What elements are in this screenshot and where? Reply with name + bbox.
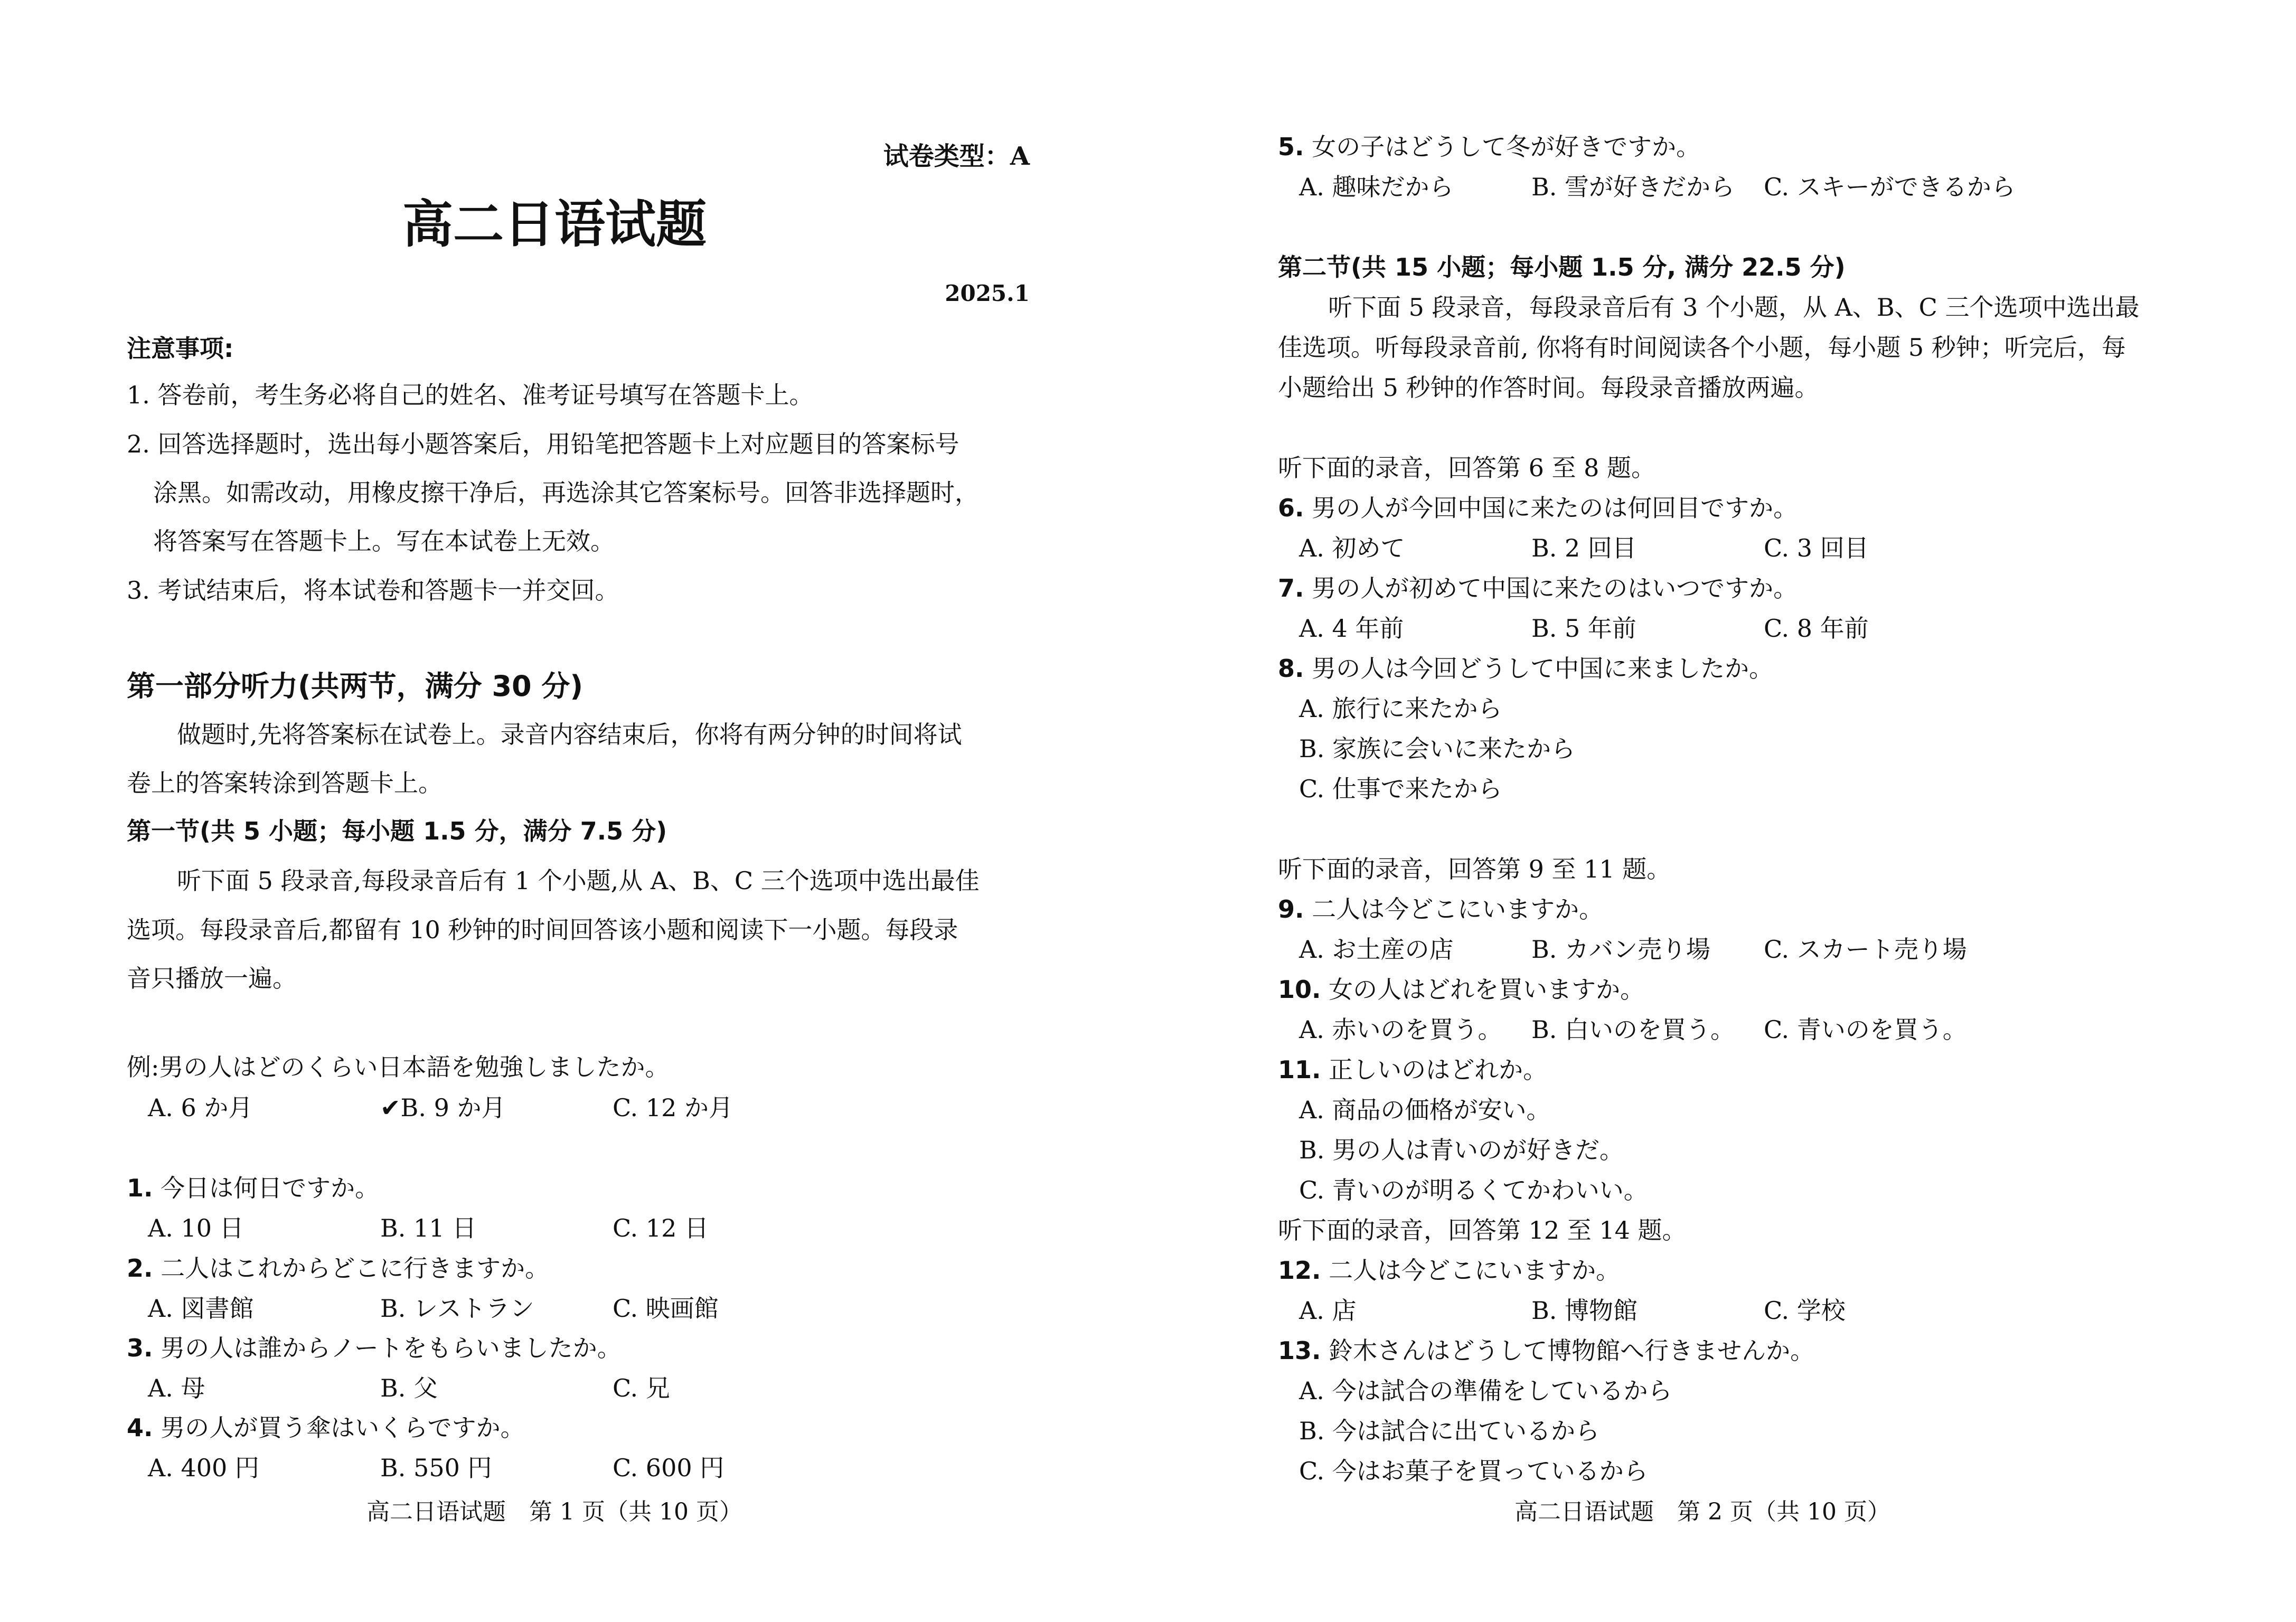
- question-number: 1.: [127, 1174, 153, 1202]
- q13-option-a: A. 今は試合の準備をしているから: [1299, 1376, 1672, 1405]
- page-footer: 高二日语试题 第 2 页（共 10 页）: [1514, 1498, 1890, 1525]
- group-1-instructions: 听下面的录音，回答第 6 至 8 题。: [1278, 454, 1656, 482]
- part1-instructions-1: 做题时,先将答案标在试卷上。录音内容结束后，你将有两分钟的时间将试: [177, 720, 962, 749]
- right-page: [1148, 0, 2296, 1622]
- question-text: 男の人は誰からノートをもらいましたか。: [153, 1334, 622, 1362]
- example-option-b-wrap: [380, 1093, 505, 1123]
- question-12: [1278, 1256, 1620, 1285]
- question-number: 4.: [127, 1413, 153, 1442]
- question-number: 8.: [1278, 654, 1304, 683]
- q13-option-c: C. 今はお菓子を買っているから: [1299, 1457, 1648, 1485]
- question-6: [1278, 493, 1798, 523]
- q5-option-a: A. 趣味だから: [1299, 173, 1454, 201]
- checkmark-icon: ✔: [380, 1093, 401, 1122]
- q11-option-a: A. 商品の価格が安い。: [1299, 1096, 1551, 1124]
- page-title: 高二日语试题: [402, 194, 707, 254]
- question-11: [1278, 1055, 1547, 1085]
- question-number: 10.: [1278, 975, 1321, 1004]
- question-number: 3.: [127, 1334, 153, 1362]
- q10-option-a: A. 赤いのを買う。: [1299, 1015, 1502, 1044]
- q8-option-c: C. 仕事で来たから: [1299, 775, 1502, 803]
- q3-option-a: A. 母: [148, 1374, 205, 1402]
- notice-item-2-cont: 涂黑。如需改动，用橡皮擦干净后，再选涂其它答案标号。回答非选择题时，: [153, 478, 979, 507]
- question-number: 2.: [127, 1254, 153, 1282]
- q12-option-a: A. 店: [1299, 1296, 1357, 1325]
- q1-option-b: B. 11 日: [380, 1214, 477, 1242]
- question-7: [1278, 573, 1798, 603]
- question-text: 二人はこれからどこに行きますか。: [153, 1254, 550, 1282]
- question-text: 女の子はどうして冬が好きですか。: [1304, 133, 1701, 161]
- section2-instructions-2: 佳选项。听每段录音前, 你将有时间阅读各个小题，每小题 5 秒钟；听完后，每: [1278, 333, 2126, 362]
- question-text: 男の人が買う傘はいくらですか。: [153, 1413, 525, 1442]
- q3-option-c: C. 兄: [613, 1374, 670, 1402]
- question-number: 13.: [1278, 1336, 1321, 1365]
- question-text: 女の人はどれを買いますか。: [1321, 975, 1645, 1004]
- q12-option-c: C. 学校: [1764, 1296, 1846, 1325]
- q11-option-b: B. 男の人は青いのが好きだ。: [1299, 1136, 1624, 1164]
- question-4: [127, 1413, 525, 1442]
- notice-item-1: 1. 答卷前，考生务必将自己的姓名、准考证号填写在答题卡上。: [127, 381, 814, 409]
- q7-option-c: C. 8 年前: [1764, 614, 1869, 643]
- q4-option-c: C. 600 円: [613, 1454, 724, 1482]
- page-footer: 高二日语试题 第 1 页（共 10 页）: [366, 1498, 742, 1525]
- q5-option-b: B. 雪が好きだから: [1531, 173, 1735, 201]
- section2-instructions-3: 小题给出 5 秒钟的作答时间。每段录音播放两遍。: [1278, 373, 1819, 402]
- section1-instructions-2: 选项。每段录音后,都留有 10 秒钟的时间回答该小题和阅读下一小题。每段录: [127, 916, 958, 944]
- section1-instructions-3: 音只播放一遍。: [127, 964, 297, 993]
- question-5: [1278, 132, 1700, 162]
- q2-option-a: A. 図書館: [148, 1294, 254, 1323]
- q7-option-b: B. 5 年前: [1531, 614, 1636, 643]
- q8-option-b: B. 家族に会いに来たから: [1299, 734, 1576, 763]
- question-13: [1278, 1336, 1814, 1365]
- question-number: 6.: [1278, 494, 1304, 522]
- q12-option-b: B. 博物館: [1531, 1296, 1638, 1325]
- question-text: 正しいのはどれか。: [1321, 1055, 1548, 1084]
- example-option-a: A. 6 か月: [148, 1093, 253, 1122]
- q6-option-c: C. 3 回目: [1764, 534, 1869, 562]
- question-text: 二人は今どこにいますか。: [1304, 895, 1604, 923]
- question-text: 男の人が今回中国に来たのは何回目ですか。: [1304, 494, 1798, 522]
- question-text: 男の人が初めて中国に来たのはいつですか。: [1304, 574, 1798, 602]
- question-text: 鈴木さんはどうして博物館へ行きませんか。: [1321, 1336, 1815, 1365]
- q4-option-b: B. 550 円: [380, 1454, 492, 1482]
- question-10: [1278, 975, 1644, 1004]
- q1-option-c: C. 12 日: [613, 1214, 709, 1242]
- q2-option-c: C. 映画館: [613, 1294, 719, 1323]
- q13-option-b: B. 今は試合に出ているから: [1299, 1417, 1600, 1445]
- q11-option-c: C. 青いのが明るくてかわいい。: [1299, 1176, 1648, 1204]
- question-9: [1278, 894, 1603, 924]
- part1-instructions-2: 卷上的答案转涂到答题卡上。: [127, 769, 443, 797]
- example-option-c: C. 12 か月: [613, 1093, 733, 1122]
- example-question: 例:男の人はどのくらい日本語を勉強しましたか。: [127, 1053, 670, 1081]
- notice-item-3: 3. 考试结束后，将本试卷和答题卡一并交回。: [127, 576, 619, 605]
- question-number: 12.: [1278, 1256, 1321, 1285]
- q9-option-b: B. カバン売り場: [1531, 935, 1711, 964]
- q7-option-a: A. 4 年前: [1299, 614, 1404, 643]
- q5-option-c: C. スキーができるから: [1764, 173, 2016, 201]
- section1-instructions-1: 听下面 5 段录音,每段录音后有 1 个小题,从 A、B、C 三个选项中选出最佳: [177, 866, 980, 895]
- example-option-b: B. 9 か月: [400, 1093, 506, 1122]
- question-8: [1278, 654, 1773, 683]
- question-text: 今日は何日ですか。: [153, 1174, 380, 1202]
- q1-option-a: A. 10 日: [148, 1214, 244, 1242]
- question-number: 5.: [1278, 133, 1304, 161]
- q10-option-b: B. 白いのを買う。: [1531, 1015, 1735, 1044]
- q3-option-b: B. 父: [380, 1374, 438, 1402]
- question-number: 11.: [1278, 1055, 1321, 1084]
- section2-heading: 第二节(共 15 小题；每小题 1.5 分, 满分 22.5 分): [1278, 253, 1846, 281]
- q6-option-a: A. 初めて: [1299, 534, 1405, 562]
- q8-option-a: A. 旅行に来たから: [1299, 694, 1502, 723]
- q9-option-a: A. お土産の店: [1299, 935, 1454, 964]
- group-2-instructions: 听下面的录音，回答第 9 至 11 题。: [1278, 855, 1671, 883]
- question-1: [127, 1173, 379, 1203]
- question-3: [127, 1333, 622, 1363]
- section2-instructions-1: 听下面 5 段录音，每段录音后有 3 个小题，从 A、B、C 三个选项中选出最: [1328, 293, 2140, 322]
- notice-item-2: 2. 回答选择题时，选出每小题答案后，用铅笔把答题卡上对应题目的答案标号: [127, 430, 959, 458]
- group-3-instructions: 听下面的录音，回答第 12 至 14 题。: [1278, 1216, 1687, 1244]
- q10-option-c: C. 青いのを買う。: [1764, 1015, 1967, 1044]
- q9-option-c: C. スカート売り場: [1764, 935, 1967, 964]
- q2-option-b: B. レストラン: [380, 1294, 534, 1323]
- question-number: 9.: [1278, 895, 1304, 923]
- notice-item-2-cont2: 将答案写在答题卡上。写在本试卷上无效。: [153, 527, 615, 555]
- section1-heading: 第一节(共 5 小题；每小题 1.5 分，满分 7.5 分): [127, 817, 667, 845]
- question-number: 7.: [1278, 574, 1304, 602]
- question-2: [127, 1253, 549, 1283]
- q4-option-a: A. 400 円: [148, 1454, 259, 1482]
- notice-heading: 注意事项:: [127, 334, 234, 363]
- question-text: 二人は今どこにいますか。: [1321, 1256, 1621, 1285]
- exam-date: 2025.1: [945, 280, 1030, 306]
- paper-type: 试卷类型：A: [883, 142, 1030, 171]
- question-text: 男の人は今回どうして中国に来ましたか。: [1304, 654, 1774, 683]
- q6-option-b: B. 2 回目: [1531, 534, 1636, 562]
- part1-heading: 第一部分听力(共两节，满分 30 分): [127, 669, 584, 703]
